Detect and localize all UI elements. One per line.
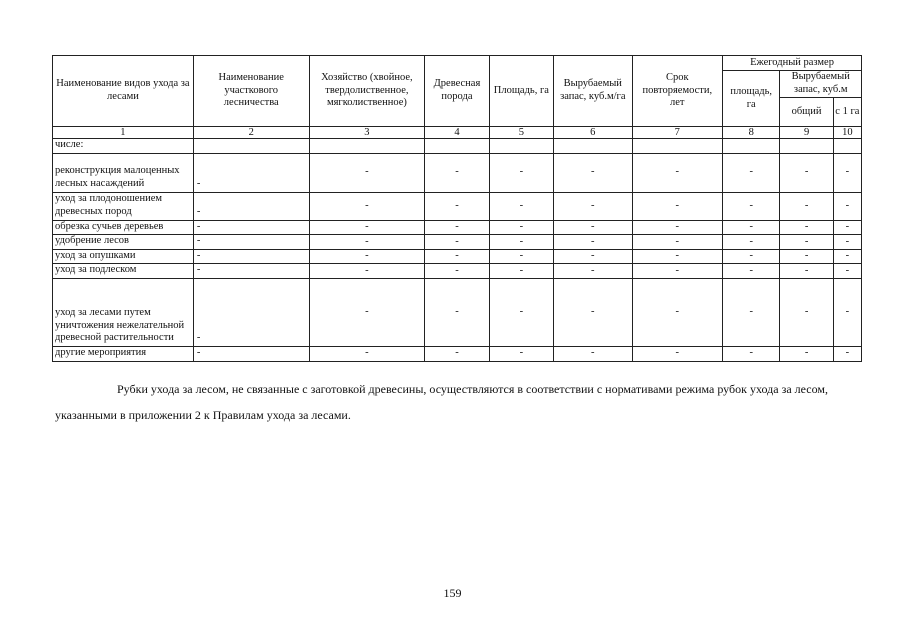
table-cell: - xyxy=(554,346,632,361)
table-cell: - xyxy=(780,249,833,264)
table-cell: - xyxy=(425,153,489,192)
table-cell: - xyxy=(723,192,780,220)
table-row xyxy=(53,235,862,250)
table-cell: - xyxy=(780,220,833,235)
table-row xyxy=(53,346,862,361)
table-cell: - xyxy=(425,192,489,220)
table-cell: - xyxy=(489,220,553,235)
row-label: числе: xyxy=(53,139,194,154)
table-cell: - xyxy=(193,235,309,250)
table-cell: - xyxy=(489,346,553,361)
table-cell: - xyxy=(632,264,723,279)
column-number: 1 xyxy=(53,127,194,139)
table-cell: - xyxy=(489,153,553,192)
table-cell: - xyxy=(193,220,309,235)
table-cell: - xyxy=(309,192,425,220)
row-label: удобрение лесов xyxy=(53,235,194,250)
table-cell: - xyxy=(632,278,723,346)
table-cell: - xyxy=(193,153,309,192)
table-cell: - xyxy=(780,278,833,346)
table-cell: - xyxy=(723,235,780,250)
table-cell: - xyxy=(554,153,632,192)
forest-care-table xyxy=(52,55,862,362)
table-cell: - xyxy=(723,278,780,346)
table-cell: - xyxy=(309,278,425,346)
table-cell: - xyxy=(309,153,425,192)
row-label: другие мероприятия xyxy=(53,346,194,361)
header-district-forestry: Наименование участкового лесничества xyxy=(193,56,309,127)
header-economy-type: Хозяйство (хвойное, твердолиственное, мягколиственное) xyxy=(309,56,425,127)
table-cell: - xyxy=(632,346,723,361)
table-body xyxy=(53,139,862,362)
table-cell: - xyxy=(780,153,833,192)
column-numbers-row xyxy=(53,127,862,139)
row-label: реконструкция малоценных лесных насаждений xyxy=(53,153,194,192)
header-total: общий xyxy=(780,98,833,127)
table-cell: - xyxy=(309,264,425,279)
table-cell: - xyxy=(489,235,553,250)
table-cell: - xyxy=(554,264,632,279)
row-label: уход за плодоношением древесных пород xyxy=(53,192,194,220)
column-number: 8 xyxy=(723,127,780,139)
table-cell: - xyxy=(425,346,489,361)
table-cell: - xyxy=(833,278,861,346)
table-cell: - xyxy=(780,346,833,361)
row-label: уход за подлеском xyxy=(53,264,194,279)
table-row xyxy=(53,153,862,192)
header-repeat-period: Срок повторяемости, лет xyxy=(632,56,723,127)
table-cell xyxy=(193,139,309,154)
header-annual-area: площадь, га xyxy=(723,71,780,127)
table-cell: - xyxy=(489,278,553,346)
table-cell: - xyxy=(723,264,780,279)
table-row xyxy=(53,192,862,220)
column-number: 3 xyxy=(309,127,425,139)
table-cell: - xyxy=(833,249,861,264)
table-cell xyxy=(489,139,553,154)
table-cell: - xyxy=(554,235,632,250)
header-annual-volume: Ежегодный размер xyxy=(723,56,862,71)
table-cell: - xyxy=(632,249,723,264)
row-label: уход за опушками xyxy=(53,249,194,264)
table-cell: - xyxy=(780,235,833,250)
table-row xyxy=(53,264,862,279)
note-paragraph: Рубки ухода за лесом, не связанные с заготовкой древесины, осуществляются в соответствии с нормативами режима рубок ухода за лесом, указанными в приложении 2 к Правилам ухода за лесами. xyxy=(55,382,828,422)
table-cell: - xyxy=(489,249,553,264)
table-cell: - xyxy=(780,192,833,220)
header-tree-species: Древесная порода xyxy=(425,56,489,127)
table-cell: - xyxy=(193,192,309,220)
row-label: уход за лесами путем уничтожения нежелательной древесной растительности xyxy=(53,278,194,346)
table-cell: - xyxy=(632,192,723,220)
column-number: 7 xyxy=(632,127,723,139)
page-number: 159 xyxy=(443,586,462,600)
header-care-type: Наименование видов ухода за лесами xyxy=(53,56,194,127)
table-cell: - xyxy=(723,249,780,264)
table-cell: - xyxy=(833,264,861,279)
table-cell xyxy=(833,139,861,154)
table-cell: - xyxy=(425,235,489,250)
table-cell: - xyxy=(833,346,861,361)
table-cell xyxy=(309,139,425,154)
table-cell: - xyxy=(632,235,723,250)
table-cell: - xyxy=(489,192,553,220)
header-per-ha: с 1 га xyxy=(833,98,861,127)
row-label: обрезка сучьев деревьев xyxy=(53,220,194,235)
table-row xyxy=(53,220,862,235)
table-cell: - xyxy=(554,249,632,264)
table-cell: - xyxy=(309,346,425,361)
table-cell: - xyxy=(723,346,780,361)
table-cell: - xyxy=(309,235,425,250)
table-cell xyxy=(425,139,489,154)
table-cell: - xyxy=(833,220,861,235)
table-cell: - xyxy=(833,153,861,192)
table-row xyxy=(53,278,862,346)
table-cell: - xyxy=(554,192,632,220)
table-cell: - xyxy=(554,220,632,235)
column-number: 2 xyxy=(193,127,309,139)
table-cell: - xyxy=(425,264,489,279)
column-number: 9 xyxy=(780,127,833,139)
header-annual-cut-stock: Вырубаемый запас, куб.м xyxy=(780,71,862,98)
table-cell xyxy=(723,139,780,154)
table-cell: - xyxy=(309,220,425,235)
column-number: 6 xyxy=(554,127,632,139)
header-area: Площадь, га xyxy=(489,56,553,127)
table-cell: - xyxy=(193,346,309,361)
table-cell: - xyxy=(425,220,489,235)
table-cell: - xyxy=(554,278,632,346)
table-cell: - xyxy=(833,235,861,250)
table-cell: - xyxy=(833,192,861,220)
table-cell xyxy=(780,139,833,154)
column-number: 10 xyxy=(833,127,861,139)
table-cell: - xyxy=(193,264,309,279)
column-number: 5 xyxy=(489,127,553,139)
table-cell xyxy=(554,139,632,154)
table-cell: - xyxy=(723,220,780,235)
table-cell: - xyxy=(193,249,309,264)
table-cell: - xyxy=(632,220,723,235)
table-cell: - xyxy=(425,249,489,264)
table-cell: - xyxy=(425,278,489,346)
table-cell: - xyxy=(489,264,553,279)
table-cell: - xyxy=(632,153,723,192)
table-row xyxy=(53,249,862,264)
table-cell: - xyxy=(723,153,780,192)
table-cell xyxy=(632,139,723,154)
table-cell: - xyxy=(780,264,833,279)
table-cell: - xyxy=(193,278,309,346)
column-number: 4 xyxy=(425,127,489,139)
table-cell: - xyxy=(309,249,425,264)
header-cut-stock-per-ha: Вырубаемый запас, куб.м/га xyxy=(554,56,632,127)
table-row xyxy=(53,139,862,154)
